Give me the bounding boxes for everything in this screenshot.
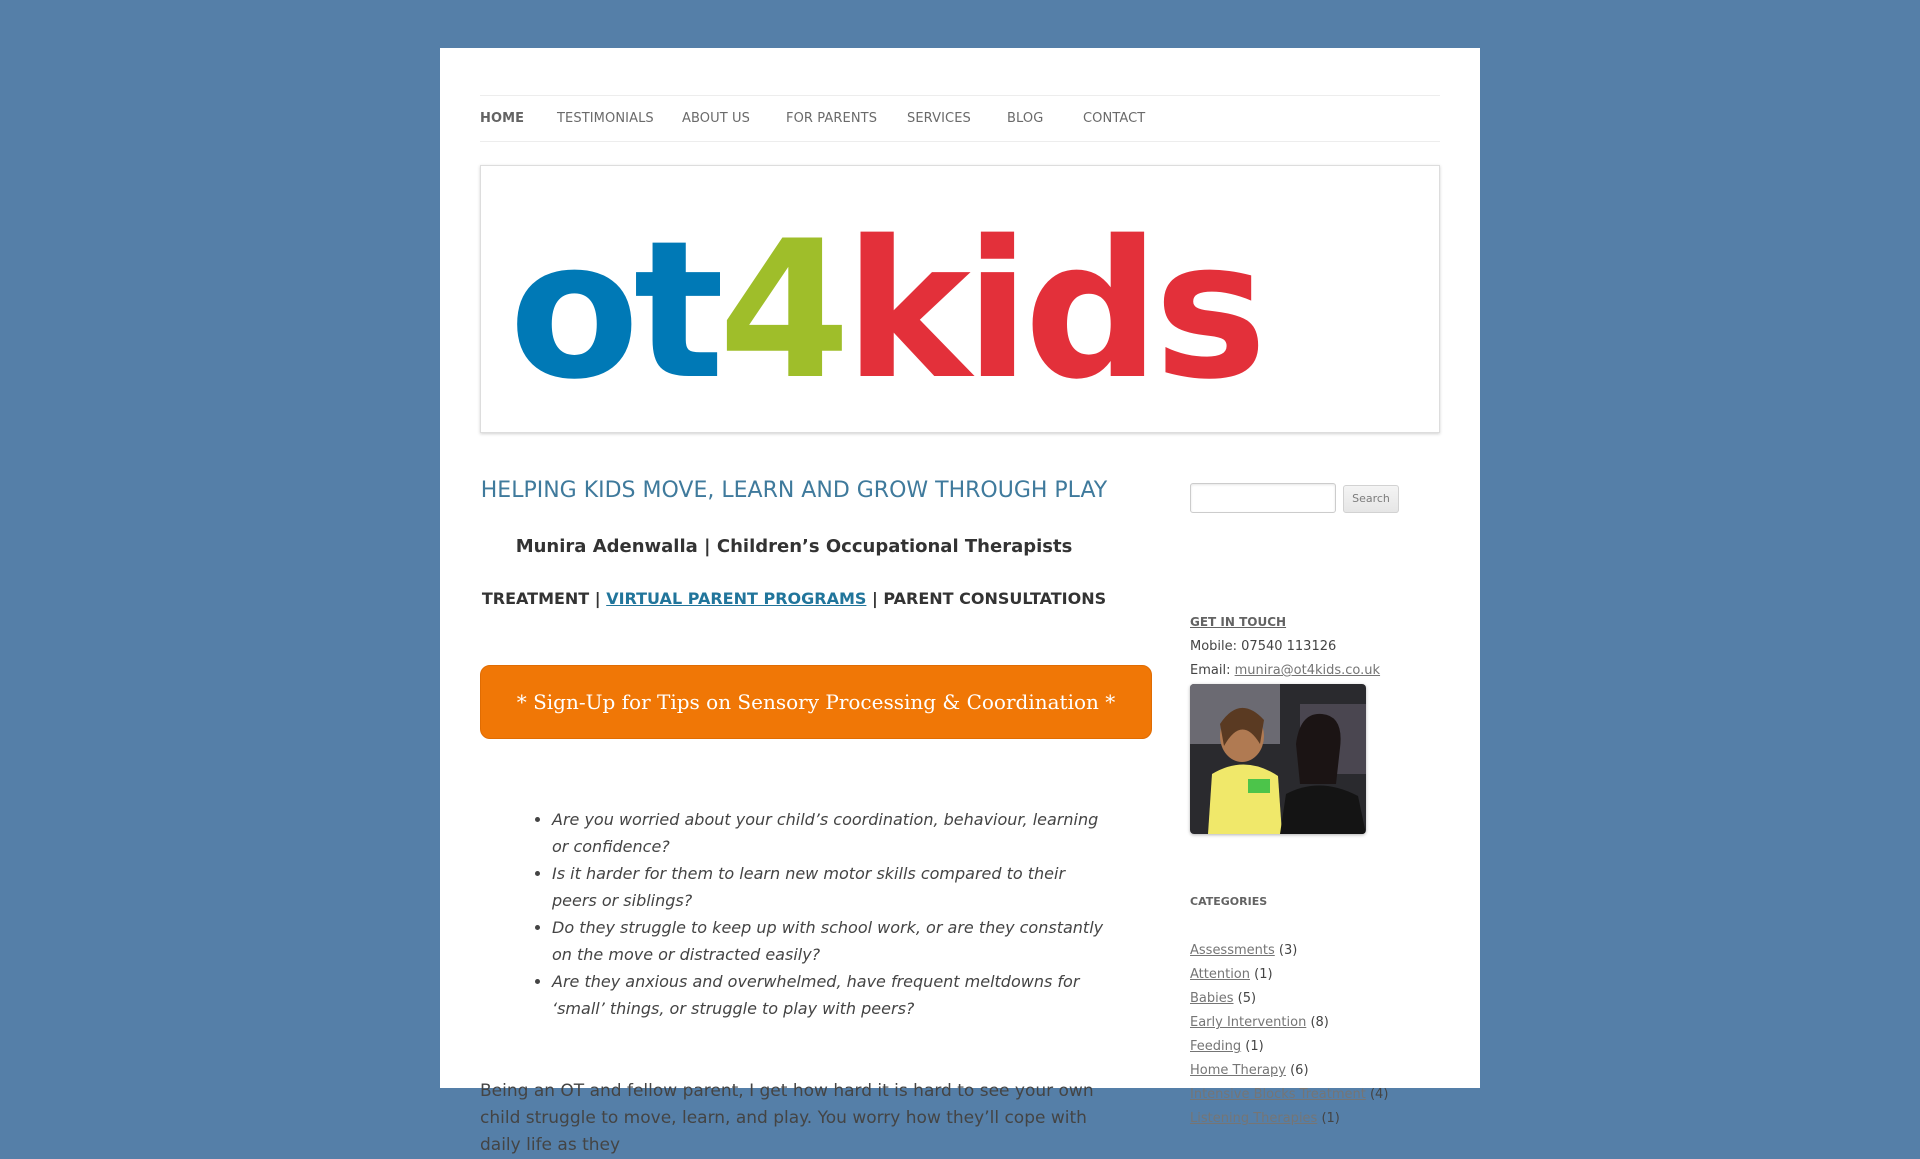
- therapist-photo: [1190, 684, 1366, 834]
- nav-home[interactable]: HOME: [480, 111, 525, 126]
- header-banner[interactable]: [480, 165, 1440, 433]
- category-link[interactable]: Attention: [1190, 967, 1250, 982]
- virtual-parent-programs-link[interactable]: VIRTUAL PARENT PROGRAMS: [606, 589, 867, 608]
- category-count: (8): [1310, 1015, 1329, 1030]
- nav-services[interactable]: SERVICES: [907, 111, 971, 126]
- concerns-list: [536, 806, 1112, 1022]
- mobile-label: Mobile:: [1190, 639, 1242, 654]
- main-navigation: [480, 95, 1440, 142]
- list-item: [1190, 1035, 1388, 1059]
- list-item: [1190, 1011, 1388, 1035]
- list-item: [1190, 987, 1388, 1011]
- list-item: [1190, 963, 1388, 987]
- category-count: (1): [1321, 1111, 1340, 1126]
- intro-paragraph: Being an OT and fellow parent, I get how hard it is hard to see your own child struggle to move, learn, and play. You worry how they’ll cope with daily life as they: [480, 1081, 1094, 1155]
- nav-testimonials[interactable]: TESTIMONIALS: [557, 111, 654, 126]
- category-count: (6): [1290, 1063, 1309, 1078]
- list-item: • Are they anxious and overwhelmed, have frequent meltdowns for ‘small’ things, or struggle to play with peers?: [552, 968, 1112, 1022]
- category-link[interactable]: Home Therapy: [1190, 1063, 1286, 1078]
- nav-blog[interactable]: BLOG: [1007, 111, 1044, 126]
- categories-list: [1190, 939, 1388, 1131]
- list-item: [1190, 1107, 1388, 1131]
- get-in-touch-link[interactable]: GET IN TOUCH: [1190, 615, 1287, 629]
- email-label: Email:: [1190, 663, 1235, 678]
- list-item: • Do they struggle to keep up with school work, or are they constantly on the move or distracted easily?: [552, 914, 1112, 968]
- services-line: [480, 589, 1108, 608]
- list-item: [1190, 1059, 1388, 1083]
- category-link[interactable]: Assessments: [1190, 943, 1275, 958]
- category-count: (3): [1278, 943, 1298, 958]
- nav-for-parents[interactable]: FOR PARENTS: [786, 111, 878, 126]
- page: [440, 48, 1480, 1155]
- page-subtitle: Munira Adenwalla | Children’s Occupational Therapists: [515, 536, 1073, 557]
- page-tagline: HELPING KIDS MOVE, LEARN AND GROW THROUGH PLAY: [480, 478, 1108, 503]
- list-item: • Is it harder for them to learn new motor skills compared to their peers or siblings?: [552, 860, 1112, 914]
- search-input[interactable]: [1190, 483, 1336, 513]
- category-link[interactable]: Feeding: [1190, 1039, 1242, 1054]
- category-link[interactable]: Early Intervention: [1190, 1015, 1307, 1030]
- logo-text-kids: kids: [844, 200, 1262, 421]
- logo-ot: [509, 200, 1261, 421]
- categories-title: CATEGORIES: [1190, 895, 1268, 908]
- services-prefix: TREATMENT |: [481, 589, 607, 608]
- signup-button[interactable]: * Sign-Up for Tips on Sensory Processing & Coordination *: [480, 665, 1152, 739]
- category-count: (4): [1369, 1087, 1389, 1102]
- category-count: (1): [1245, 1039, 1264, 1054]
- email-link[interactable]: munira@ot4kids.co.uk: [1234, 663, 1381, 678]
- site-logo: [481, 166, 1439, 432]
- list-item: [1190, 939, 1388, 963]
- category-count: (1): [1254, 967, 1273, 982]
- services-suffix: | PARENT CONSULTATIONS: [866, 589, 1107, 608]
- logo-text-ot: ot: [509, 200, 719, 421]
- nav-about-us[interactable]: ABOUT US: [682, 111, 750, 126]
- logo-text-4: 4: [718, 200, 845, 421]
- list-item: [1190, 1083, 1388, 1107]
- category-link[interactable]: Intensive Blocks Treatment: [1190, 1087, 1366, 1102]
- email-line: [1190, 663, 1380, 678]
- mobile-number: 07540 113126: [1241, 639, 1337, 654]
- search-button[interactable]: Search: [1343, 485, 1399, 513]
- mobile-line: [1190, 639, 1336, 654]
- nav-contact[interactable]: CONTACT: [1083, 111, 1146, 126]
- category-link[interactable]: Babies: [1190, 991, 1234, 1006]
- category-count: (5): [1237, 991, 1257, 1006]
- category-link[interactable]: Listening Therapies: [1190, 1111, 1318, 1126]
- list-item: • Are you worried about your child’s coordination, behaviour, learning or confidence?: [552, 806, 1112, 860]
